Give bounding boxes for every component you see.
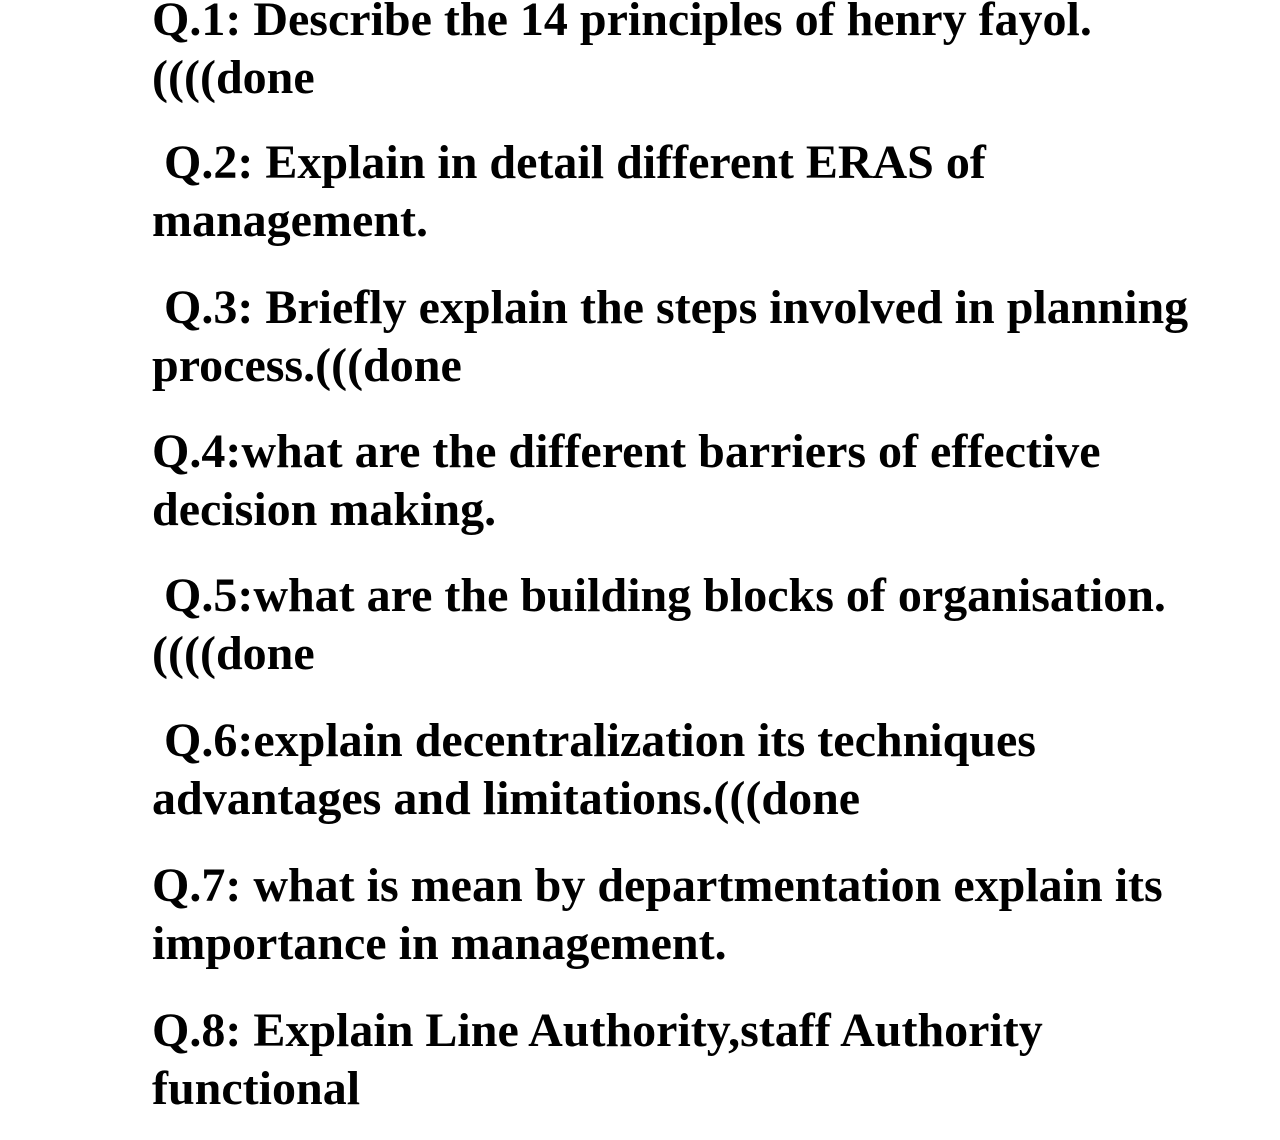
question-6: Q.6:explain decentralization its techniques advantages and limitations.(((done — [152, 714, 1048, 825]
question-2: Q.2: Explain in detail different ERAS of management. — [152, 136, 998, 247]
question-7: Q.7: what is mean by departmentation explain its importance in management. — [152, 859, 1175, 970]
question-5: Q.5:what are the building blocks of organisation.((((done — [152, 569, 1166, 680]
question-3: Q.3: Briefly explain the steps involved in planning process.(((done — [152, 281, 1201, 392]
question-8: Q.8: Explain Line Authority,staff Authority functional — [152, 1004, 1055, 1115]
question-1: Q.1: Describe the 14 principles of henry fayol.((((done — [152, 0, 1092, 104]
question-4: Q.4:what are the different barriers of effective decision making. — [152, 425, 1113, 536]
